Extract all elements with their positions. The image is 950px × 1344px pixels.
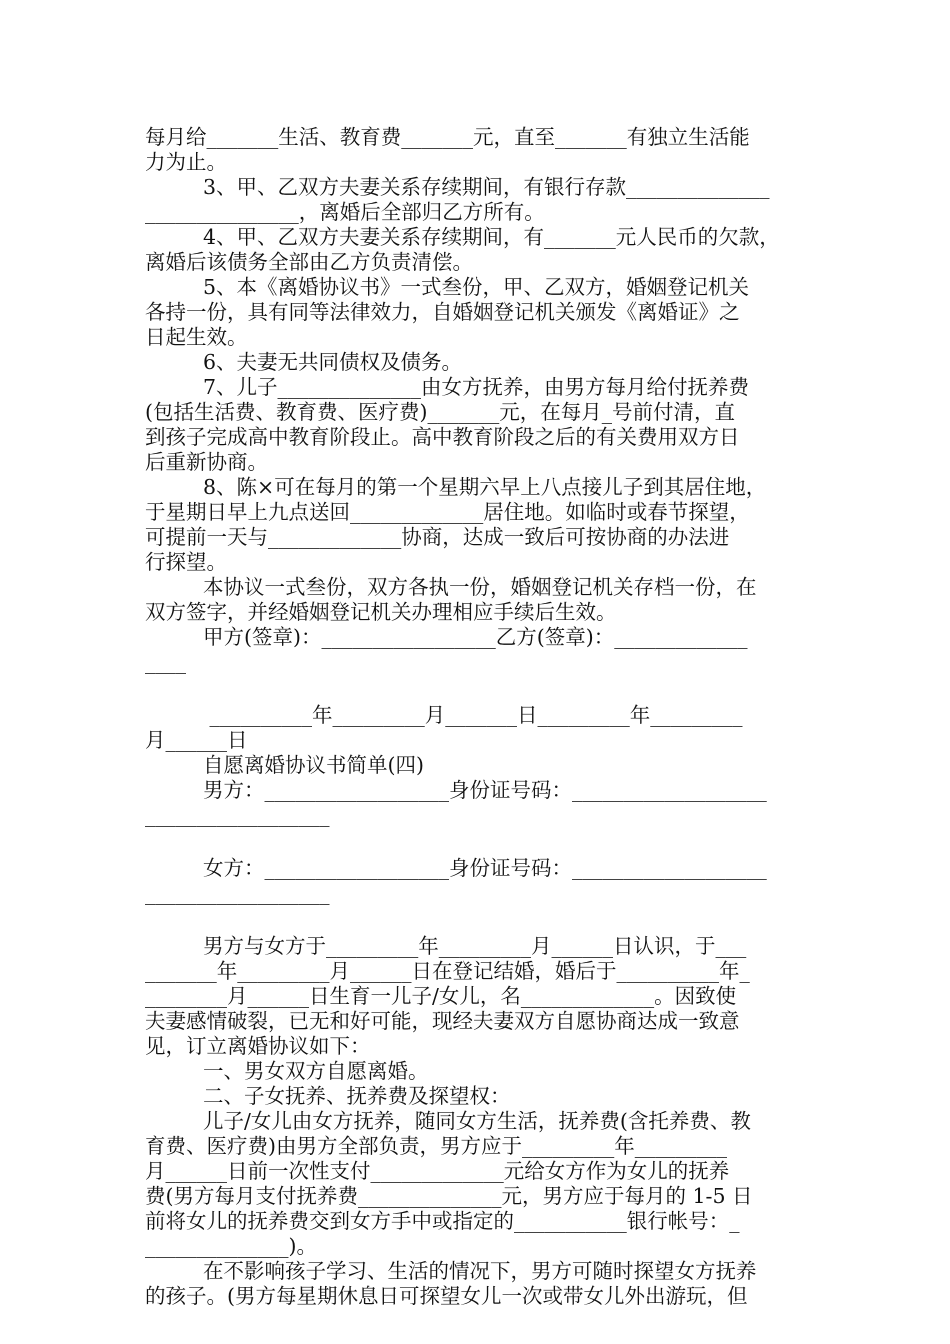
text-line: 本协议一式叁份，双方各执一份，婚姻登记机关存档一份，在 (203, 575, 757, 599)
text-line: 各持一份，具有同等法律效力，自婚姻登记机关颁发《离婚证》之 (145, 300, 740, 324)
text-line: 育费、医疗费)由男方全部负责，男方应于_________年_________ (145, 1134, 727, 1158)
text-line: 到孩子完成高中教育阶段止。高中教育阶段之后的有关费用双方日 (145, 425, 740, 449)
text-line: 前将女儿的抚养费交到女方手中或指定的___________银行帐号：_ (145, 1209, 740, 1233)
text-line: ______________)。 (145, 1234, 317, 1258)
text-line: 男方与女方于_________年_________月______日认识，于___ (203, 934, 747, 958)
text-line: ____ (145, 650, 186, 674)
text-line: __________年_________月_______日_________年_________ (203, 703, 743, 727)
line-gap (145, 906, 810, 934)
text-line: 甲方(签章)：_________________乙方(签章)：_____________ (203, 625, 748, 649)
text-line: 6、夫妻无共同债权及债务。 (203, 350, 463, 374)
text-line: __________________ (145, 881, 330, 905)
text-line: 后重新协商。 (145, 450, 268, 474)
text-line: 双方签字，并经婚姻登记机关办理相应手续后生效。 (145, 600, 617, 624)
text-line: __________________ (145, 803, 330, 827)
text-line: 月______日 (145, 728, 248, 752)
text-line: 男方：__________________身份证号码：___________________ (203, 778, 767, 802)
line-gap (145, 828, 810, 856)
text-line: 见，订立离婚协议如下： (145, 1034, 371, 1058)
text-line: 力为止。 (145, 150, 227, 174)
text-line: 每月给_______生活、教育费_______元，直至_______有独立生活能 (145, 125, 750, 149)
text-line: 夫妻感情破裂，已无和好可能，现经夫妻双方自愿协商达成一致意 (145, 1009, 740, 1033)
document-body (145, 125, 810, 1309)
text-line: 8、陈×可在每月的第一个星期六早上八点接儿子到其居住地， (203, 475, 767, 499)
text-line: 日起生效。 (145, 325, 248, 349)
text-line: 可提前一天与_____________协商，达成一致后可按协商的办法进 (145, 525, 730, 549)
text-line: 离婚后该债务全部由乙方负责清偿。 (145, 250, 473, 274)
text-line: 费(男方每月支付抚养费______________元，男方应于每月的 1-5 日 (145, 1184, 753, 1208)
text-line: 儿子/女儿由女方抚养，随同女方生活，抚养费(含托养费、教 (203, 1109, 751, 1133)
text-line: 在不影响孩子学习、生活的情况下，男方可随时探望女方抚养 (203, 1259, 757, 1283)
text-line: 月______日前一次性支付_____________元给女方作为女儿的抚养 (145, 1159, 730, 1183)
text-line: 7、儿子______________由女方抚养，由男方每月给付抚养费 (203, 375, 750, 399)
text-line: 的孩子。(男方每星期休息日可探望女儿一次或带女儿外出游玩，但 (145, 1284, 748, 1308)
text-line: 4、甲、乙双方夫妻关系存续期间，有_______元人民币的欠款， (203, 225, 780, 249)
text-line: 于星期日早上九点送回_____________居住地。如临时或春节探望， (145, 500, 750, 524)
text-line: _______________，离婚后全部归乙方所有。 (145, 200, 545, 224)
text-line: 行探望。 (145, 550, 227, 574)
text-line: 自愿离婚协议书简单(四) (203, 753, 424, 777)
text-line: 二、子女抚养、抚养费及探望权： (203, 1084, 511, 1108)
text-line: _______年_________月______日在登记结婚，婚后于__________年_ (145, 959, 750, 983)
text-line: 5、本《离婚协议书》一式叁份，甲、乙双方，婚姻登记机关 (203, 275, 750, 299)
text-line: 一、男女双方自愿离婚。 (203, 1059, 429, 1083)
text-line: 女方：__________________身份证号码：___________________ (203, 856, 767, 880)
line-gap (145, 675, 810, 703)
text-line: 3、甲、乙双方夫妻关系存续期间，有银行存款______________ (203, 175, 770, 199)
text-line: (包括生活费、教育费、医疗费)_______元，在每月_号前付清，直 (145, 400, 735, 424)
text-line: ________月______日生育一儿子/女儿，名_____________。因致使 (145, 984, 737, 1008)
